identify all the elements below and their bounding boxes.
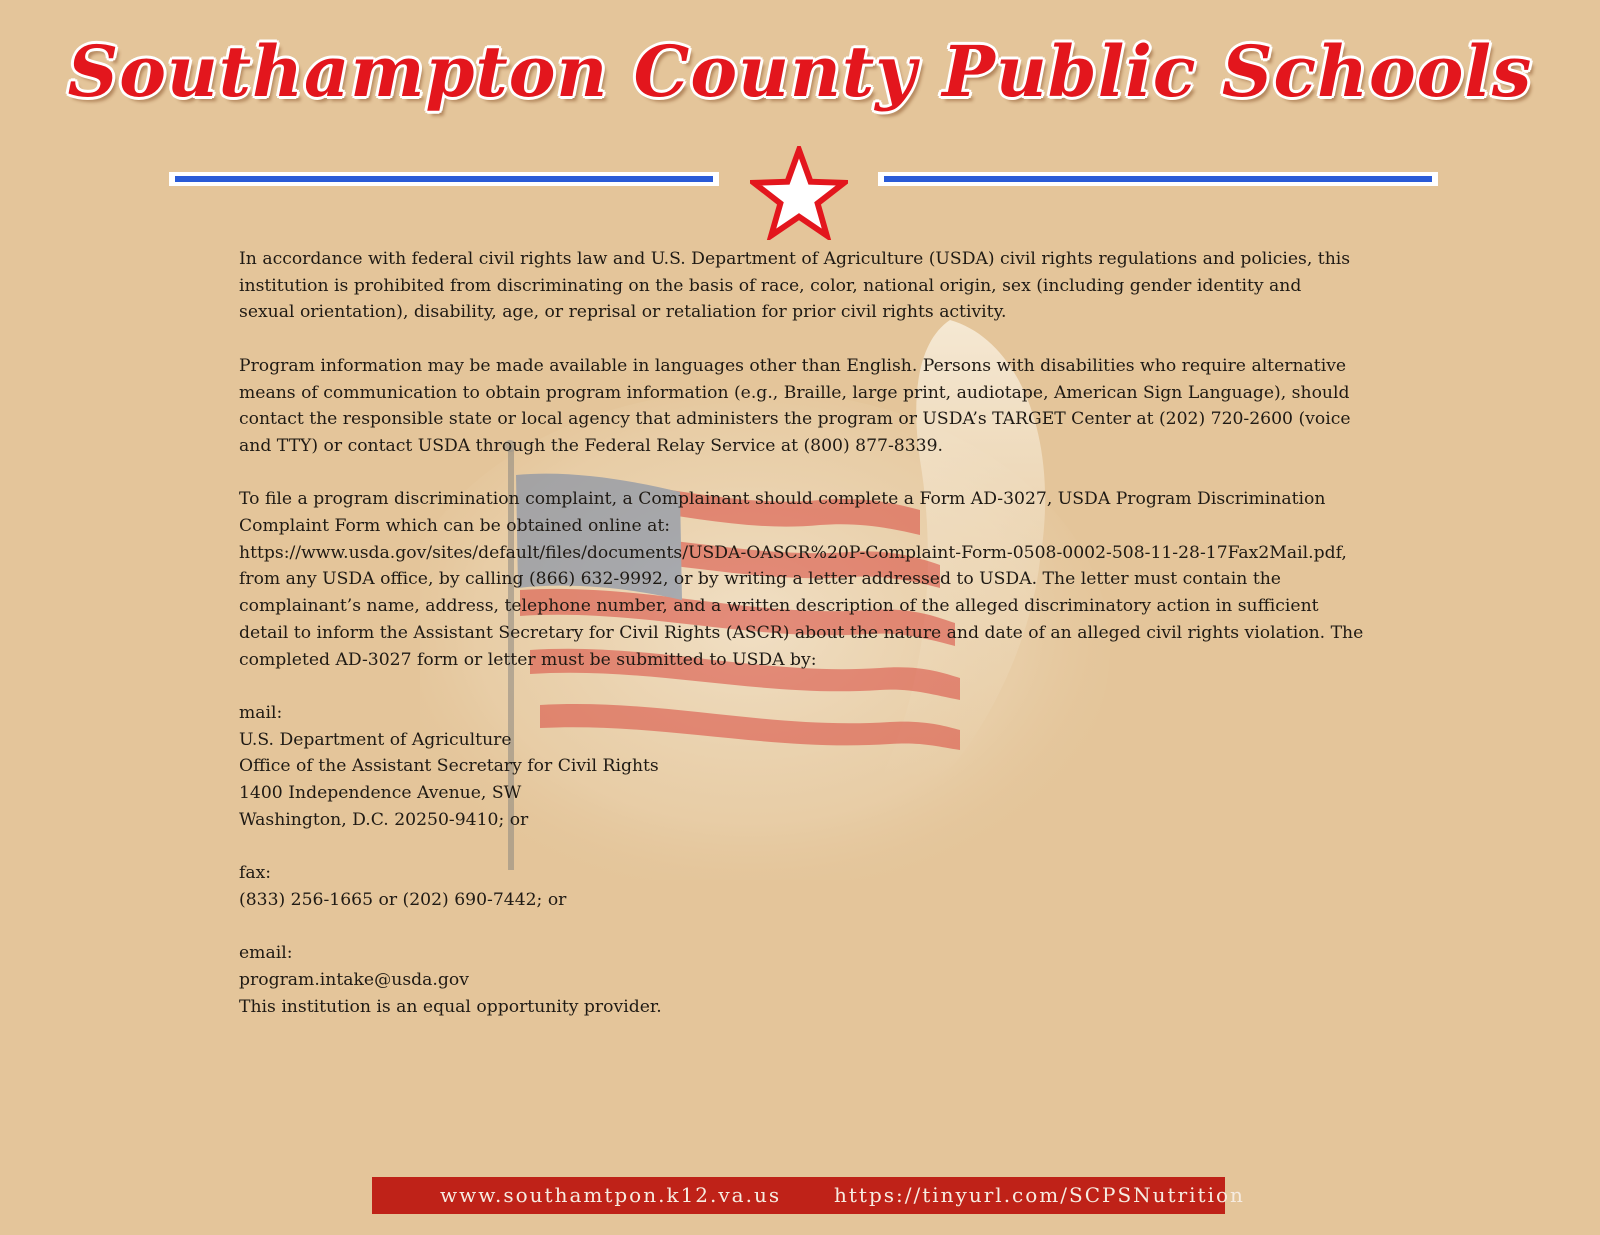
divider-left — [169, 172, 719, 186]
statement-line: To file a program discrimination complaint, a Complainant should complete a Form AD-3027, USDA Program Discrimination — [239, 489, 1326, 510]
statement-line: means of communication to obtain program information (e.g., Braille, large print, audiotape, American Sign Language), should — [239, 382, 1350, 403]
mail-label: mail: — [239, 702, 283, 723]
statement-line: institution is prohibited from discriminating on the basis of race, color, national origin, sex (including gender identity and — [239, 275, 1302, 296]
equal-opportunity-statement: This institution is an equal opportunity provider. — [239, 996, 662, 1017]
statement-line: contact the responsible state or local agency that administers the program or USDA’s TARGET Center at (202) 720-2600 (voice — [239, 409, 1351, 430]
statement-line: completed AD-3027 form or letter must be submitted to USDA by: — [239, 649, 817, 670]
nondiscrimination-statement — [239, 246, 1369, 1020]
statement-line: In accordance with federal civil rights law and U.S. Department of Agriculture (USDA) civil rights regulations and policies, this — [239, 249, 1351, 269]
statement-line: complainant’s name, address, telephone number, and a written description of the alleged discriminatory action in sufficient — [239, 596, 1319, 617]
complaint-form-url: https://www.usda.gov/sites/default/files/documents/USDA-OASCR%20P-Complaint-Form-0508-0002-508-11-28-17Fax2Mail.pdf, — [239, 542, 1347, 563]
mail-address-line: Washington, D.C. 20250-9410; or — [239, 809, 529, 830]
mail-address-line: 1400 Independence Avenue, SW — [239, 783, 522, 804]
statement-line: and TTY) or contact USDA through the Federal Relay Service at (800) 877-8339. — [239, 435, 943, 456]
mail-address-line: Office of the Assistant Secretary for Civil Rights — [239, 756, 659, 777]
divider-right — [878, 172, 1438, 186]
statement-line: from any USDA office, by calling (866) 632-9992, or by writing a letter addressed to USDA. The letter must contain the — [239, 569, 1281, 590]
statement-line: Program information may be made available in languages other than English. Persons with disabilities who require alternative — [239, 355, 1347, 376]
statement-line: detail to inform the Assistant Secretary for Civil Rights (ASCR) about the nature and date of an alleged civil rights violation. The — [239, 622, 1364, 643]
website-link[interactable]: www.southamtpon.k12.va.us — [440, 1183, 782, 1207]
fax-numbers: (833) 256-1665 or (202) 690-7442; or — [239, 889, 567, 910]
statement-line: Complaint Form which can be obtained online at: — [239, 516, 671, 536]
email-label: email: — [239, 943, 293, 964]
fax-label: fax: — [239, 863, 272, 884]
footer-bar — [372, 1177, 1245, 1214]
page-title: Southampton County Public Schools — [67, 30, 1533, 113]
star-icon — [750, 146, 848, 240]
statement-line: sexual orientation), disability, age, or reprisal or retaliation for prior civil rights activity. — [239, 302, 1007, 323]
email-address: program.intake@usda.gov — [239, 969, 469, 990]
mail-address-line: U.S. Department of Agriculture — [239, 729, 512, 750]
nutrition-link[interactable]: https://tinyurl.com/SCPSNutrition — [834, 1183, 1245, 1207]
